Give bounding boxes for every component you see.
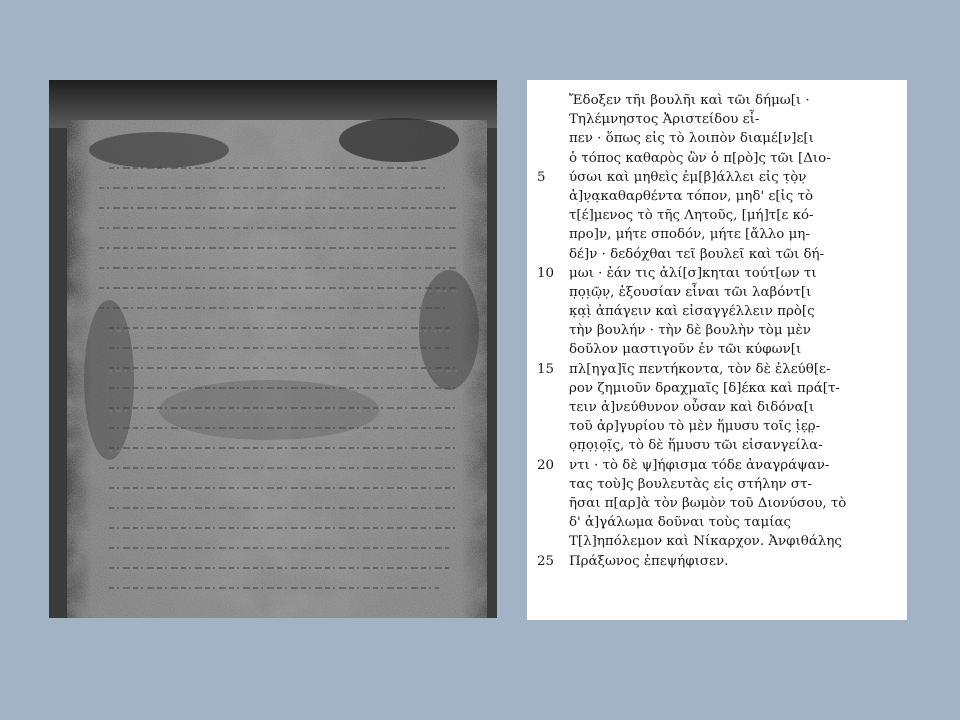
line-text: Τ[λ]ηπόλεμον καὶ Νίκαρχον. Ἀνφιθάλης bbox=[569, 534, 842, 550]
line-text: Τηλέμνηστος Ἀριστείδου εἶ- bbox=[569, 112, 760, 128]
line-text: τειν ἀ]νεύθυνον οὖσαν καὶ διδόνα[ι bbox=[569, 400, 815, 415]
line-text: δέ]ν · δεδόχθαι τεῖ βουλεῖ καὶ τῶι δή- bbox=[569, 246, 825, 262]
inscription-line bbox=[527, 129, 907, 148]
inscription-line bbox=[527, 110, 907, 129]
line-text: τας τοὺ]ς βουλευτὰς εἰς στήλην στ- bbox=[569, 476, 813, 492]
line-text: Ἔδοξεν τῆι βουλῆι καὶ τῶι δήμω[ι · bbox=[569, 93, 810, 108]
line-text: ο̣π̣ο̣ι̣ο̣ῖ̣ς̣, τὸ δὲ ἥμυσυ τῶι εἰσανγείλα- bbox=[569, 438, 823, 454]
line-number: 20 bbox=[537, 457, 555, 473]
line-text: δοῦλον μαστιγοῦν ἐν τῶι κύφων[ι bbox=[569, 342, 802, 358]
line-text: ύσωι καὶ μηθεὶς ἐμ[β]άλλει εἰς τ̣ὸ̣ν̣ bbox=[569, 169, 807, 185]
line-text: ρον ζημιοῦν δραχμαῖς [δ]έκα καὶ πρά[τ- bbox=[569, 380, 840, 396]
inscription-line bbox=[527, 283, 907, 302]
inscription-line bbox=[527, 379, 907, 398]
inscription-line bbox=[527, 417, 907, 436]
stele-photo bbox=[49, 80, 497, 618]
inscription-line bbox=[527, 456, 907, 475]
inscription-line bbox=[527, 149, 907, 168]
line-text: ῆσαι π[αρ]ὰ τὸν βωμὸν τοῦ Διονύσου, τὸ bbox=[569, 495, 847, 511]
inscription-line bbox=[527, 187, 907, 206]
line-number: 15 bbox=[537, 361, 555, 377]
inscription-line bbox=[527, 532, 907, 551]
line-text: ὁ τόπος καθαρὸς ὢν ὁ π[ρὸ]ς τῶι [Διο- bbox=[569, 150, 831, 166]
line-text: κ̣α̣ὶ̣ ἀπάγειν καὶ εἰσαγγέλλειν πρὸ[ς bbox=[569, 304, 815, 320]
transcription-panel bbox=[527, 80, 907, 620]
line-text: τοῦ ἀρ]γυρίου τὸ μὲν ἥμυσυ τοῖς ἱ̣ε̣ρ̣- bbox=[569, 419, 821, 435]
inscription-line bbox=[527, 360, 907, 379]
inscription-line bbox=[527, 245, 907, 264]
line-text: μωι · ἐάν τις ἀλί[σ]κηται τούτ[ων τι bbox=[569, 265, 817, 281]
inscription-line bbox=[527, 91, 907, 110]
line-text: π̣ο̣ι̣ῶ̣ν̣, ἐξουσίαν εἶναι τῶι λαβόντ[ι bbox=[569, 284, 812, 300]
inscription-line bbox=[527, 340, 907, 359]
inscription-line bbox=[527, 264, 907, 283]
inscription-line bbox=[527, 513, 907, 532]
line-text: ντι · τὸ δὲ ψ]ήφισμα τόδε ἀναγράψαν- bbox=[569, 457, 830, 473]
line-text: δ' ἀ]γ̣άλωμα δοῦναι τοὺς ταμίας bbox=[569, 515, 791, 531]
line-text: τὴν βουλήν · τὴν δὲ βουλὴν τὸμ μὲν bbox=[569, 323, 811, 339]
inscription-line bbox=[527, 168, 907, 187]
line-number: 10 bbox=[537, 265, 555, 281]
line-text: προ]ν, μήτε σποδόν, μήτε [ἄλλο μη- bbox=[569, 227, 810, 243]
line-number: 5 bbox=[537, 169, 546, 185]
inscription-line bbox=[527, 475, 907, 494]
line-text: Πράξωνος ἐπεψήφισεν. bbox=[569, 553, 729, 569]
line-number: 25 bbox=[537, 553, 555, 569]
line-text: πλ[ηγα]ῖς πεντήκοντα, τὸν δὲ ἐλεύθ[ε- bbox=[569, 361, 831, 377]
line-text: πεν · ὅπως εἰς τὸ λοιπὸν διαμέ[ν]ε[ι bbox=[569, 131, 814, 147]
inscription-line bbox=[527, 302, 907, 321]
inscription-line bbox=[527, 321, 907, 340]
stele-image bbox=[49, 80, 497, 618]
line-text: τ[έ]μενος τὸ τῆς Λητοῦς, [μή]τ[ε κό- bbox=[569, 208, 814, 224]
inscription-line bbox=[527, 225, 907, 244]
inscription-text bbox=[527, 91, 907, 571]
line-text: ἀ]ν̣α̣καθαρθέντα τόπον, μηδ' ε[ἰς τὸ bbox=[569, 188, 814, 204]
inscription-line bbox=[527, 494, 907, 513]
inscription-line bbox=[527, 552, 907, 571]
inscription-line bbox=[527, 398, 907, 417]
inscription-line bbox=[527, 436, 907, 455]
inscription-line bbox=[527, 206, 907, 225]
